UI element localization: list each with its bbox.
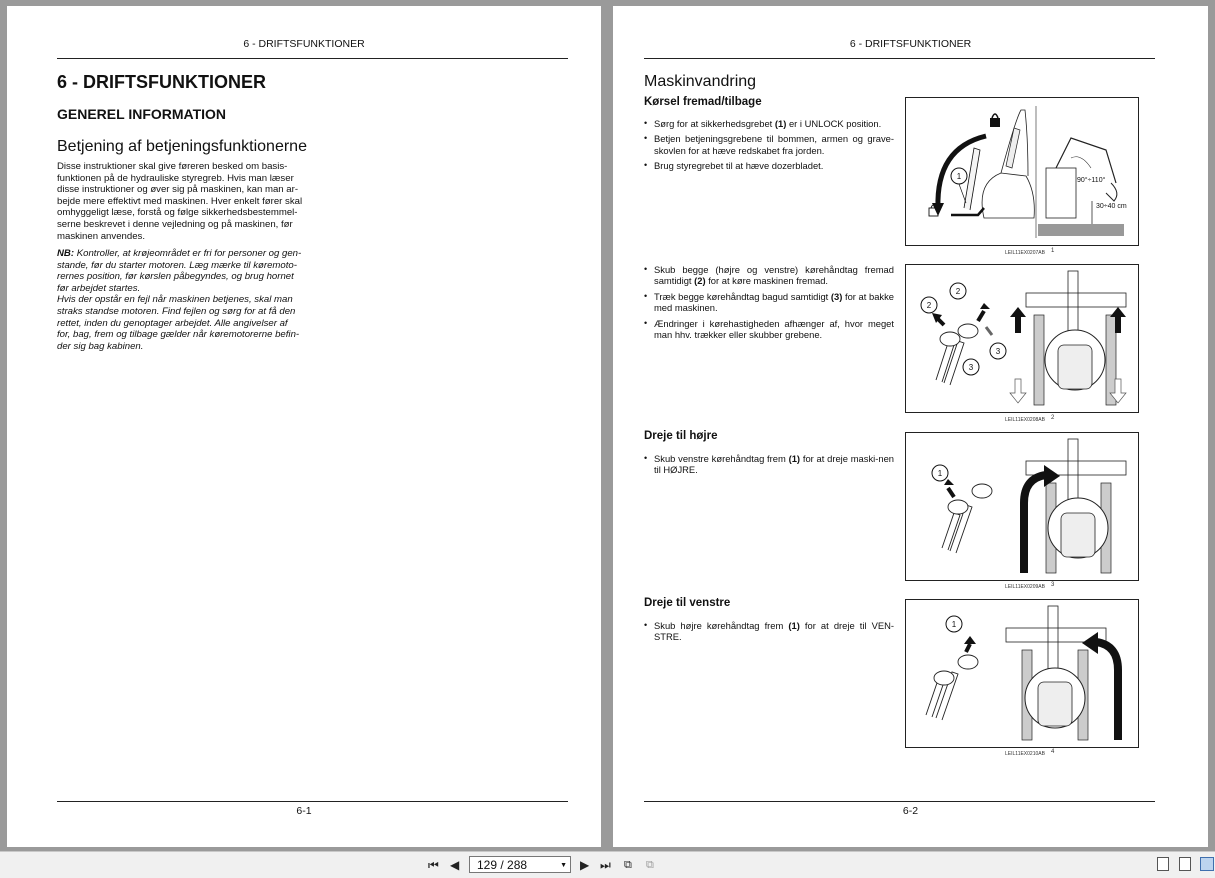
angle-label: 90°÷110° <box>1077 177 1106 184</box>
text-line: straks standse motoren. Find fejlen og sørg for at få den <box>57 305 296 317</box>
left-page <box>7 6 601 847</box>
figure-number: 2 <box>1051 415 1055 421</box>
text-line: rettet, inden du genoptager arbejdet. Alle angivelser af <box>57 317 288 329</box>
callout-label: 1 <box>937 469 943 478</box>
page-indicator: 129 / 288 <box>477 858 528 872</box>
turn-right-illustration <box>906 433 1138 580</box>
text-line: før arbejdet startes. <box>57 282 141 294</box>
text-line: Hvis der opstår en fejl når maskinen betjenes, skal man <box>57 294 293 306</box>
list-item: • Skub begge (højre og venstre) kørehåndtag fremad samtidigt (2) for at køre maskinen fremad. <box>644 264 894 287</box>
note-text: Kontroller, at krøjeområdet er fri for personer og gen- <box>74 248 302 259</box>
previous-page-icon[interactable]: ◀ <box>450 858 460 872</box>
list-item: • Ændringer i kørehastigheden afhænger af, hvor meget man hhv. trækker eller skubber grebene. <box>644 318 894 341</box>
text-line: funktionen på de hydrauliske styregreb. Hvis man læser <box>57 172 294 184</box>
figure-number: 1 <box>1051 248 1055 254</box>
continuous-page-icon[interactable] <box>1179 857 1191 871</box>
single-page-icon[interactable] <box>1157 857 1169 871</box>
first-page-icon[interactable]: ⏮ <box>428 858 439 872</box>
list-item: • Betjen betjeningsgrebene til bommen, armen og grave-skovlen for at hæve redskabet fra jorden. <box>644 133 894 156</box>
last-page-icon[interactable]: ⏭ <box>600 858 611 872</box>
page-number: 6-1 <box>296 805 312 817</box>
callout-label: 3 <box>995 347 1001 356</box>
callout-label: 3 <box>968 363 974 372</box>
page-number: 6-2 <box>902 805 919 817</box>
section-title: Maskinvandring <box>644 73 757 90</box>
callout-label: 1 <box>956 172 962 181</box>
callout-label: 1 <box>951 620 957 629</box>
text-line: maskinen anvendes. <box>57 230 145 242</box>
height-label: 30÷40 cm <box>1096 203 1127 210</box>
facing-pages-icon[interactable] <box>1200 857 1214 871</box>
next-view-icon[interactable]: ⧉ <box>646 859 654 871</box>
figure-code: LEIL11EX0208AB <box>1005 417 1045 423</box>
text-line: Disse instruktioner skal give føreren besked om basis- <box>57 161 288 172</box>
text-line <box>57 248 308 260</box>
page-number-input[interactable] <box>469 856 571 873</box>
note-label: NB: <box>57 248 75 259</box>
figure-turn-left <box>905 599 1139 748</box>
header-rule <box>644 58 1155 59</box>
list-item: • Skub venstre kørehåndtag frem (1) for at dreje maski-nen til HØJRE. <box>644 453 894 476</box>
previous-view-icon[interactable]: ⧉ <box>624 859 632 871</box>
figure-forward-backward-levers <box>905 264 1139 413</box>
list-item: • Sørg for at sikkerhedsgrebet (1) er i UNLOCK position. <box>644 118 894 129</box>
bullet-list <box>644 620 894 647</box>
footer-rule <box>57 801 568 802</box>
footer-rule <box>644 801 1155 802</box>
figure-code: LEIL11EX0210AB <box>1005 751 1045 757</box>
running-head: 6 - DRIFTSFUNKTIONER <box>243 38 365 50</box>
header-rule <box>57 58 568 59</box>
figure-turn-right <box>905 432 1139 581</box>
text-line: serne beskrevet i denne vejledning og på maskinen, før <box>57 218 293 230</box>
text-line: omhyggeligt læse, forstå og følge sikkerhedsbestemmel- <box>57 207 298 219</box>
figure-number: 4 <box>1051 749 1055 755</box>
bullet-list <box>644 453 894 480</box>
subsection-title: Betjening af betjeningsfunktionerne <box>57 138 307 155</box>
block-heading: Dreje til højre <box>644 430 718 442</box>
text-line: rernes position, før kørslen påbegyndes, og brug hornet <box>57 271 294 283</box>
excavator-lever-illustration <box>906 98 1138 245</box>
block-heading: Kørsel fremad/tilbage <box>644 96 762 108</box>
text-line: disse instruktioner og øver sig på maskinen, kan man ar- <box>57 184 299 196</box>
chevron-down-icon[interactable]: ▼ <box>560 862 567 869</box>
next-page-icon[interactable]: ▶ <box>580 858 590 872</box>
bullet-list <box>644 264 894 344</box>
callout-label: 2 <box>955 287 961 296</box>
figure-forward-backward-setup <box>905 97 1139 246</box>
running-head: 6 - DRIFTSFUNKTIONER <box>849 38 972 50</box>
turn-left-illustration <box>906 600 1138 747</box>
right-page <box>613 6 1208 847</box>
block-heading: Dreje til venstre <box>644 597 731 609</box>
figure-code: LEIL11EX0209AB <box>1005 584 1045 590</box>
text-line: der sig bag kabinen. <box>57 340 144 352</box>
callout-label: 2 <box>926 301 932 310</box>
text-line: bejde mere effektivt med maskinen. Hver enkelt fører skal <box>57 195 303 207</box>
note-paragraph <box>57 248 308 352</box>
text-line: for, bag, frem og tilbage gælder når køremotorerne befin- <box>57 329 300 341</box>
travel-levers-illustration <box>906 265 1138 412</box>
list-item: • Brug styregrebet til at hæve dozerbladet. <box>644 160 894 171</box>
text-line: stande, før du starter motoren. Læg mærke til køremoto- <box>57 259 297 271</box>
chapter-title: 6 - DRIFTSFUNKTIONER <box>57 72 266 92</box>
bullet-list <box>644 118 894 176</box>
figure-code: LEIL11EX0207AB <box>1005 250 1045 256</box>
intro-paragraph <box>57 161 308 242</box>
section-title: GENEREL INFORMATION <box>57 106 227 122</box>
figure-number: 3 <box>1051 582 1055 588</box>
list-item: • Skub højre kørehåndtag frem (1) for at dreje til VEN-STRE. <box>644 620 894 643</box>
viewer-toolbar <box>0 851 1215 878</box>
list-item: • Træk begge kørehåndtag bagud samtidigt (3) for at bakke med maskinen. <box>644 291 894 314</box>
